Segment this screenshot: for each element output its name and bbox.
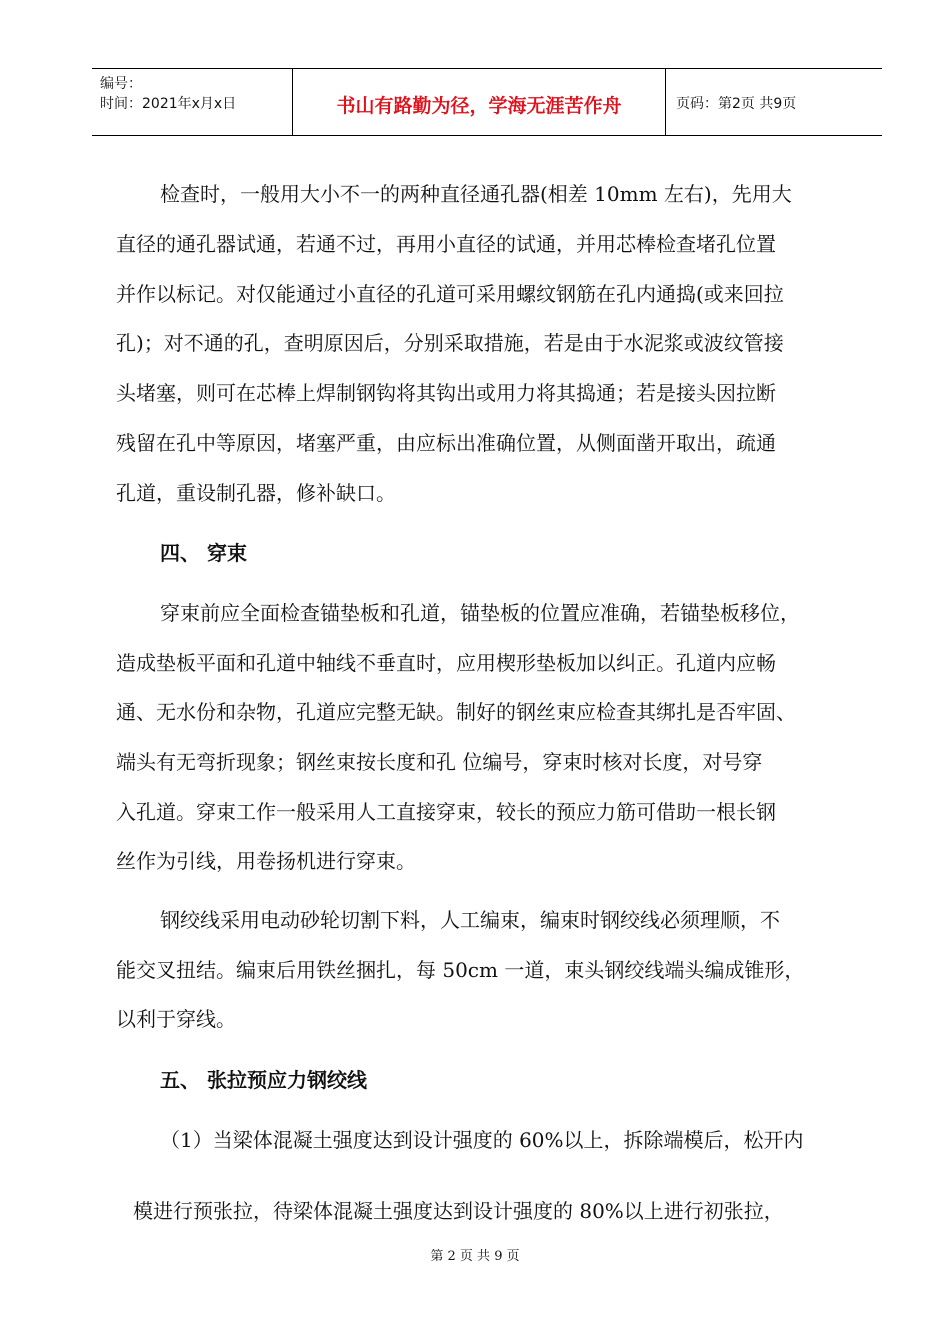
page-info: 页码：第2页 共9页	[676, 96, 797, 112]
paragraph-line: 端头有无弯折现象；钢丝束按长度和孔 位编号，穿束时核对长度，对号穿	[116, 750, 763, 774]
paragraph-line: 钢绞线采用电动砂轮切割下料，人工编束，编束时钢绞线必须理顺，不	[160, 908, 780, 932]
section-heading: 四、 穿束	[160, 541, 247, 565]
section-heading: 五、 张拉预应力钢绞线	[160, 1068, 367, 1092]
header-left-cell	[92, 69, 293, 135]
header-middle-cell	[293, 69, 666, 135]
page-footer: 第 2 页 共 9 页	[430, 1249, 520, 1264]
paragraph-line: 检查时，一般用大小不一的两种直径通孔器(相差 10mm 左右)，先用大	[160, 182, 792, 206]
page-header	[92, 68, 882, 136]
motto-text: 书山有路勤为径，学海无涯苦作舟	[336, 95, 622, 117]
paragraph-line: 孔)；对不通的孔，查明原因后，分别采取措施，若是由于水泥浆或波纹管接	[116, 331, 784, 355]
number-label: 编号：	[100, 76, 142, 92]
paragraph-line: 孔道，重设制孔器，修补缺口。	[116, 481, 396, 505]
paragraph-line: 丝作为引线，用卷扬机进行穿束。	[116, 849, 416, 873]
paragraph-line: 以利于穿线。	[116, 1007, 236, 1031]
paragraph-line: 能交叉扭结。编束后用铁丝捆扎，每 50cm 一道，束头钢绞线端头编成锥形，	[116, 958, 805, 982]
time-label: 时间：2021年x月x日	[100, 96, 237, 112]
paragraph-line: 并作以标记。对仅能通过小直径的孔道可采用螺纹钢筋在孔内通捣(或来回拉	[116, 282, 784, 306]
paragraph-line: 通、无水份和杂物，孔道应完整无缺。制好的钢丝束应检查其绑扎是否牢固、	[116, 700, 796, 724]
header-right-cell	[666, 69, 882, 135]
paragraph-line: 造成垫板平面和孔道中轴线不垂直时，应用楔形垫板加以纠正。孔道内应畅	[116, 651, 776, 675]
paragraph-line: 直径的通孔器试通，若通不过，再用小直径的试通，并用芯棒检查堵孔位置	[116, 232, 776, 256]
paragraph-line: 穿束前应全面检查锚垫板和孔道，锚垫板的位置应准确，若锚垫板移位，	[160, 601, 800, 625]
paragraph-line: 残留在孔中等原因，堵塞严重，由应标出准确位置，从侧面凿开取出，疏通	[116, 431, 776, 455]
paragraph-line: 入孔道。穿束工作一般采用人工直接穿束，较长的预应力筋可借助一根长钢	[116, 800, 776, 824]
paragraph-line: 模进行预张拉，待梁体混凝土强度达到设计强度的 80%以上进行初张拉，	[133, 1199, 784, 1223]
paragraph-line: 头堵塞，则可在芯棒上焊制钢钩将其钩出或用力将其捣通；若是接头因拉断	[116, 381, 776, 405]
paragraph-line: （1）当梁体混凝土强度达到设计强度的 60%以上，拆除端模后，松开内	[160, 1128, 804, 1152]
